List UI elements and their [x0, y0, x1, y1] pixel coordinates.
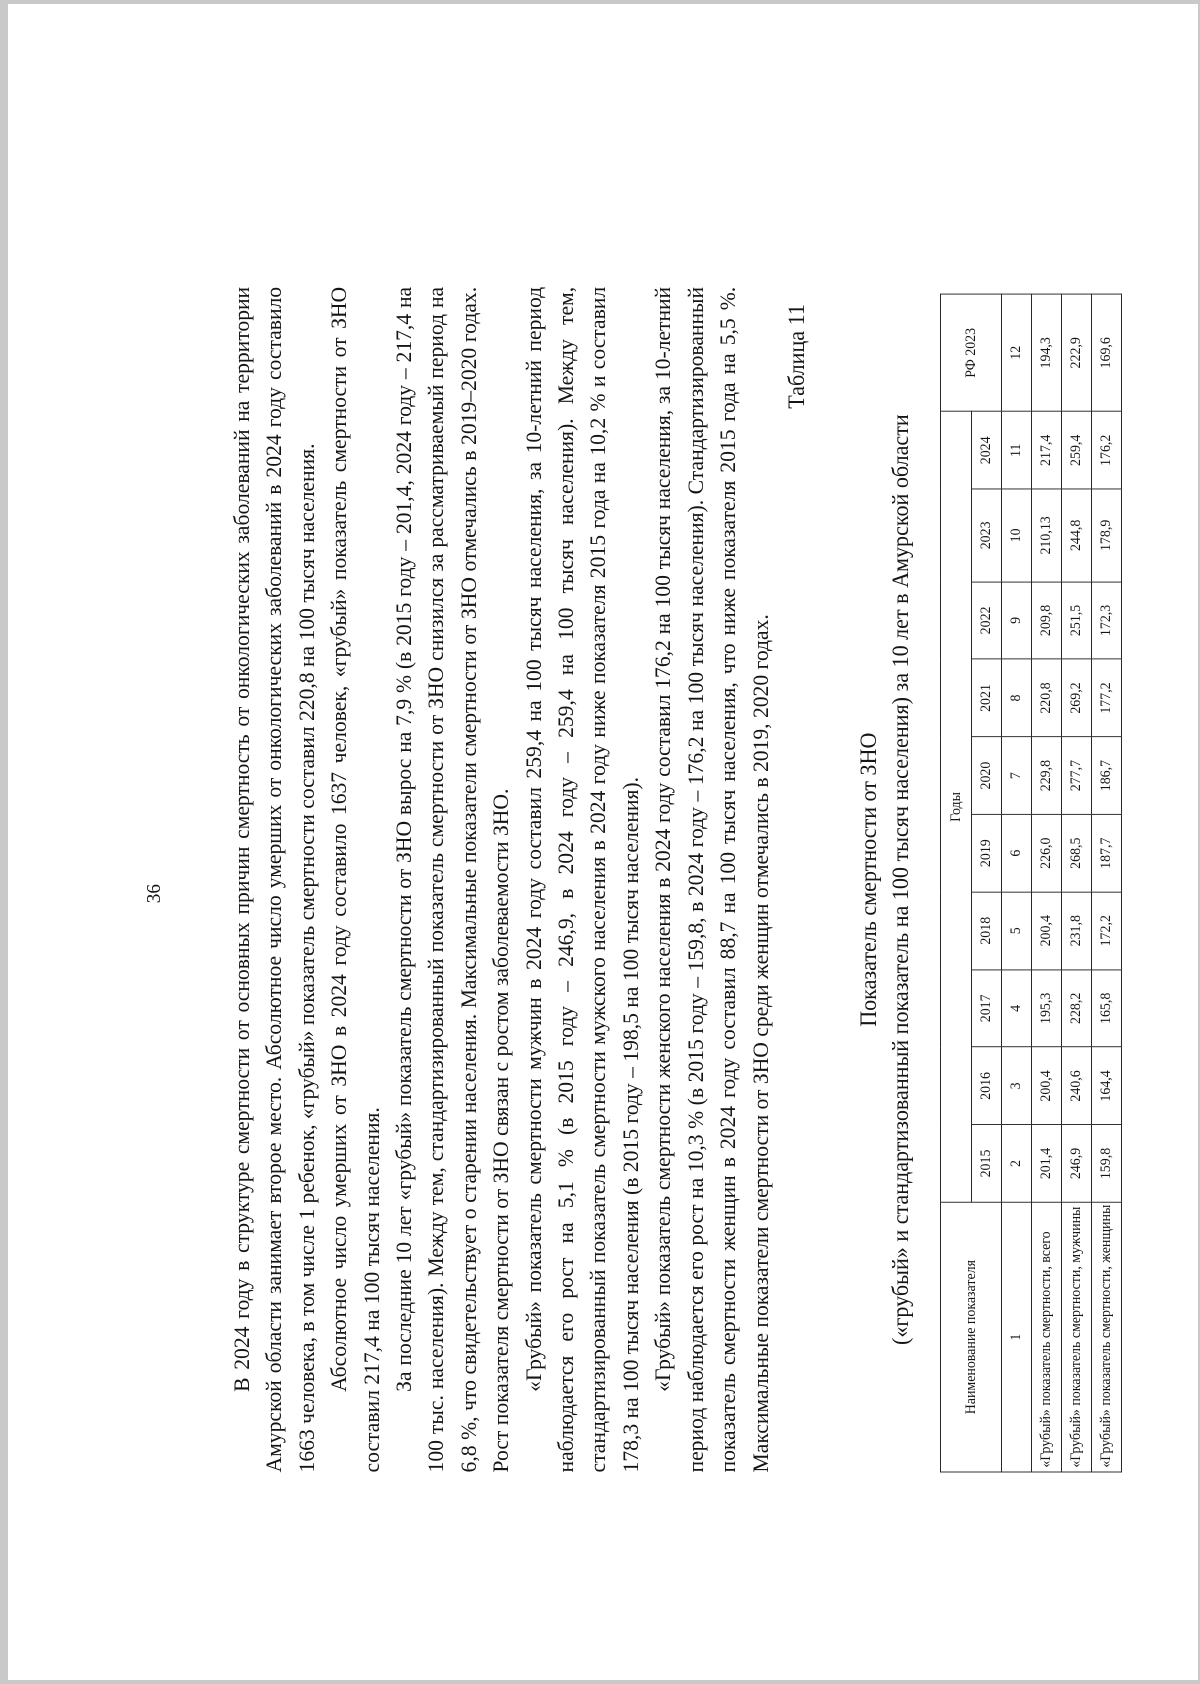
table-column-numbers-row: [1002, 294, 1032, 1472]
year-header: 2019: [972, 814, 1002, 892]
years-header: Годы: [941, 412, 972, 1203]
paragraph: В 2024 году в структуре смертности от основных причин смертность от онкологических заболеваний на территории Амурской области занимает второе место. Абсолютное число умерших от онкологических заболеваний в 2024 году составило 1663 человека, в том числе 1 ребенок, «грубый» показатель смертности составил 220,8 на 100 тысяч населения.: [229, 286, 319, 1473]
paragraph: «Грубый» показатель смертности женского населения в 2024 году составил 176,2 на 100 тысяч населения, за 10-летний период наблюдается его рост на 10,3 % (в 2015 году – 159,8, в 2024 году – 176,2 на 100 тысяч населения). Стандартизированный показатель смертности женщин в 2024 году составил 88,7 на 100 тысяч населения, что ниже показателя 2015 года на 5,5 %. Максимальные показатели смертности от ЗНО среди женщин отмечались в 2019, 2020 годах.: [650, 286, 773, 1473]
table-title: Показатель смертности от ЗНО: [856, 732, 881, 1027]
table-cell: 269,2: [1062, 659, 1092, 737]
table-cell: 228,2: [1062, 970, 1092, 1048]
column-number: 3: [1002, 1047, 1032, 1125]
name-header: Наименование показателя: [941, 1202, 1002, 1472]
table-cell: 176,2: [1092, 412, 1122, 490]
paragraph: Абсолютное число умерших от ЗНО в 2024 году составило 1637 человек, «грубый» показатель смертности от ЗНО составил 217,4 на 100 тысяч населения.: [326, 286, 384, 1473]
body-text: [226, 287, 777, 1473]
table-cell: 226,0: [1032, 814, 1062, 892]
table-cell: 244,8: [1062, 489, 1092, 582]
column-number: 6: [1002, 814, 1032, 892]
page-number: 36: [143, 884, 165, 904]
paragraph: За последние 10 лет «грубый» показатель смертности от ЗНО вырос на 7,9 % (в 2015 году – 201,4, 2024 году – 217,4 на 100 тыс. населения). Между тем, стандартизированный показатель смертности от ЗНО снизился за рассматриваемый период на 6,8 %, что свидетельствует о старении населения. Максимальные показатели смертности от ЗНО отмечались в 2019–2020 годах. Рост показателя смертности от ЗНО связан с ростом заболеваемости ЗНО.: [391, 286, 514, 1473]
table-number: Таблица 11: [784, 304, 809, 409]
row-label: «Грубый» показатель смертности, всего: [1032, 1202, 1062, 1472]
rf-header: РФ 2023: [941, 294, 1002, 411]
table-cell: 220,8: [1032, 659, 1062, 737]
year-header: 2020: [972, 737, 1002, 815]
column-number: 11: [1002, 412, 1032, 490]
column-number: 7: [1002, 737, 1032, 815]
table-header-row: [941, 294, 972, 1472]
year-header: 2024: [972, 412, 1002, 490]
column-number: 9: [1002, 582, 1032, 660]
table-cell: 209,8: [1032, 582, 1062, 660]
year-header: 2018: [972, 892, 1002, 970]
table-cell: 268,5: [1062, 814, 1092, 892]
rotated-page-content: [48, 105, 1200, 1676]
table-cell: 177,2: [1092, 659, 1122, 737]
table-cell: 169,6: [1092, 294, 1122, 411]
column-number: 1: [1002, 1202, 1032, 1472]
table-cell: 246,9: [1062, 1125, 1092, 1203]
year-header: 2016: [972, 1047, 1002, 1125]
table-cell: 172,3: [1092, 582, 1122, 660]
document-page: [8, 4, 1198, 1680]
table-cell: 172,2: [1092, 892, 1122, 970]
year-header: 2023: [972, 489, 1002, 582]
row-label: «Грубый» показатель смертности, мужчины: [1062, 1202, 1092, 1472]
column-number: 2: [1002, 1125, 1032, 1203]
table-cell: 194,3: [1032, 294, 1062, 411]
table-cell: 165,8: [1092, 970, 1122, 1048]
column-number: 8: [1002, 659, 1032, 737]
table-cell: 222,9: [1062, 294, 1092, 411]
table-cell: 164,4: [1092, 1047, 1122, 1125]
column-number: 4: [1002, 970, 1032, 1048]
table-cell: 217,4: [1032, 412, 1062, 490]
table-cell: 186,7: [1092, 737, 1122, 815]
table-cell: 210,13: [1032, 489, 1062, 582]
table-cell: 200,4: [1032, 1047, 1062, 1125]
table-subtitle: («грубый» и стандартизованный показатель на 100 тысяч населения) за 10 лет в Амурской области: [888, 414, 913, 1346]
table-cell: 159,8: [1092, 1125, 1122, 1203]
table-cell: 195,3: [1032, 970, 1062, 1048]
table-cell: 178,9: [1092, 489, 1122, 582]
table-cell: 229,8: [1032, 737, 1062, 815]
table-row: [1032, 294, 1062, 1472]
table-row: [1062, 294, 1092, 1472]
table-cell: 251,5: [1062, 582, 1092, 660]
year-header: 2022: [972, 582, 1002, 660]
row-label: «Грубый» показатель смертности, женщины: [1092, 1202, 1122, 1472]
year-header: 2021: [972, 659, 1002, 737]
column-number: 5: [1002, 892, 1032, 970]
table-cell: 259,4: [1062, 412, 1092, 490]
table-cell: 201,4: [1032, 1125, 1062, 1203]
mortality-table: [940, 294, 1122, 1473]
table-cell: 200,4: [1032, 892, 1062, 970]
year-header: 2015: [972, 1125, 1002, 1203]
table-cell: 231,8: [1062, 892, 1092, 970]
table-cell: 277,7: [1062, 737, 1092, 815]
year-header: 2017: [972, 970, 1002, 1048]
table-cell: 187,7: [1092, 814, 1122, 892]
table-cell: 240,6: [1062, 1047, 1092, 1125]
column-number: 12: [1002, 294, 1032, 411]
table-row: [1092, 294, 1122, 1472]
paragraph: «Грубый» показатель смертности мужчин в 2024 году составил 259,4 на 100 тысяч населения, за 10-летний период наблюдается его рост на 5,1 % (в 2015 году – 246,9, в 2024 году – 259,4 на 100 тысяч населения). Между тем, стандартизированный показатель смертности мужского населения в 2024 году ниже показателя 2015 года на 10,2 % и составил 178,3 на 100 тысяч населения (в 2015 году – 198,5 на 100 тысяч населения).: [520, 286, 643, 1473]
column-number: 10: [1002, 489, 1032, 582]
